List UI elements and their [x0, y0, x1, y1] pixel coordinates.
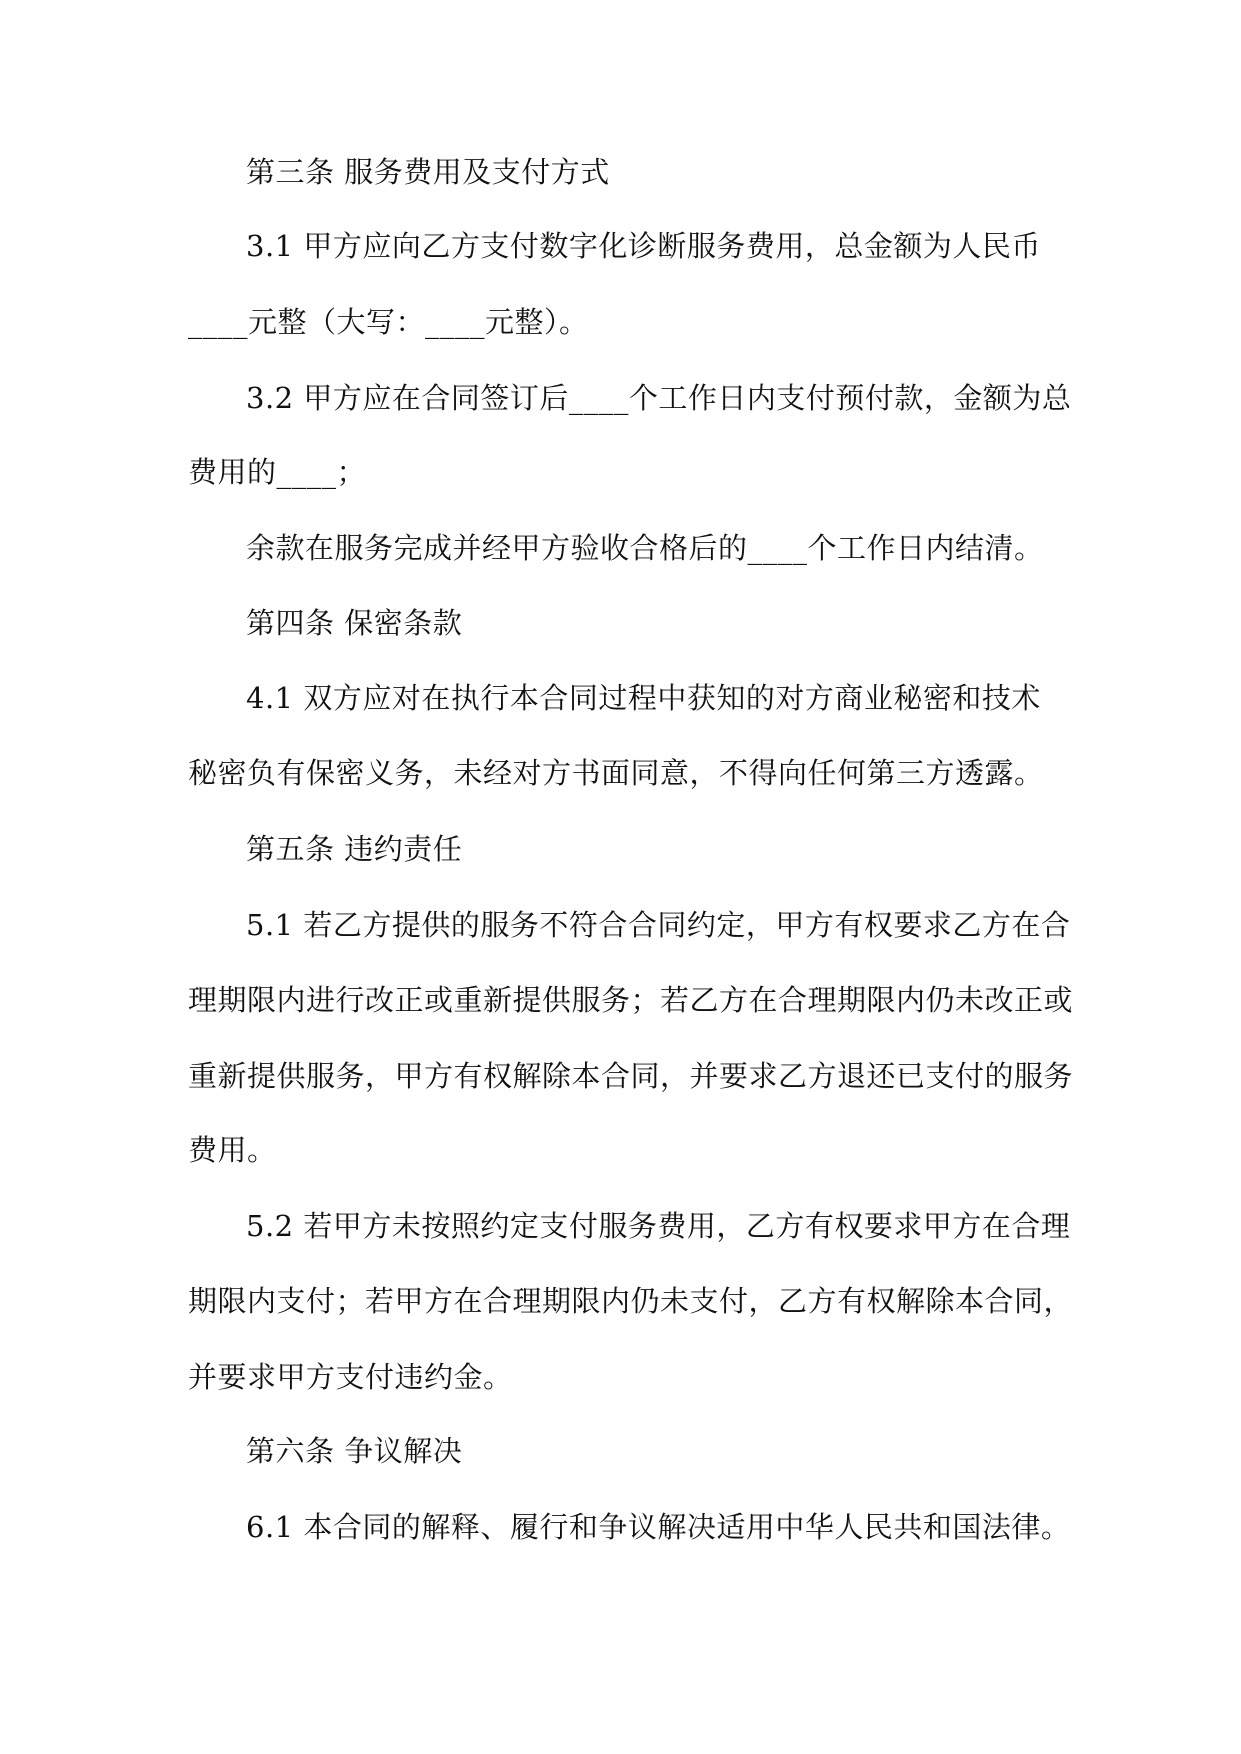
clause-4-1-line-1: 4.1 双方应对在执行本合同过程中获知的对方商业秘密和技术: [246, 681, 1041, 715]
clause-3-2-line-2: 费用的____；: [188, 455, 367, 489]
balance-payment-line: 余款在服务完成并经甲方验收合格后的____个工作日内结清。: [246, 531, 1044, 565]
clause-5-1-line-1: 5.1 若乙方提供的服务不符合合同约定，甲方有权要求乙方在合: [246, 908, 1071, 942]
article-5-heading: 第五条 违约责任: [246, 832, 463, 866]
clause-5-2-line-3: 并要求甲方支付违约金。: [188, 1360, 513, 1394]
clause-3-1-line-1: 3.1 甲方应向乙方支付数字化诊断服务费用，总金额为人民币: [246, 229, 1041, 263]
clause-4-1-line-2: 秘密负有保密义务，未经对方书面同意，不得向任何第三方透露。: [188, 756, 1044, 790]
article-6-heading: 第六条 争议解决: [246, 1434, 463, 1468]
clause-5-1-line-3: 重新提供服务，甲方有权解除本合同，并要求乙方退还已支付的服务: [188, 1059, 1074, 1093]
clause-3-2-line-1: 3.2 甲方应在合同签订后____个工作日内支付预付款，金额为总: [246, 381, 1072, 415]
clause-5-1-line-4: 费用。: [188, 1133, 277, 1167]
article-3-heading: 第三条 服务费用及支付方式: [246, 155, 610, 189]
clause-3-1-line-2: ____元整（大写：____元整）。: [188, 305, 589, 339]
article-4-heading: 第四条 保密条款: [246, 606, 463, 640]
clause-5-2-line-2: 期限内支付；若甲方在合理期限内仍未支付，乙方有权解除本合同，: [188, 1284, 1074, 1318]
clause-6-1-line-1: 6.1 本合同的解释、履行和争议解决适用中华人民共和国法律。: [246, 1510, 1071, 1544]
clause-5-2-line-1: 5.2 若甲方未按照约定支付服务费用，乙方有权要求甲方在合理: [246, 1209, 1071, 1243]
clause-5-1-line-2: 理期限内进行改正或重新提供服务；若乙方在合理期限内仍未改正或: [188, 983, 1074, 1017]
